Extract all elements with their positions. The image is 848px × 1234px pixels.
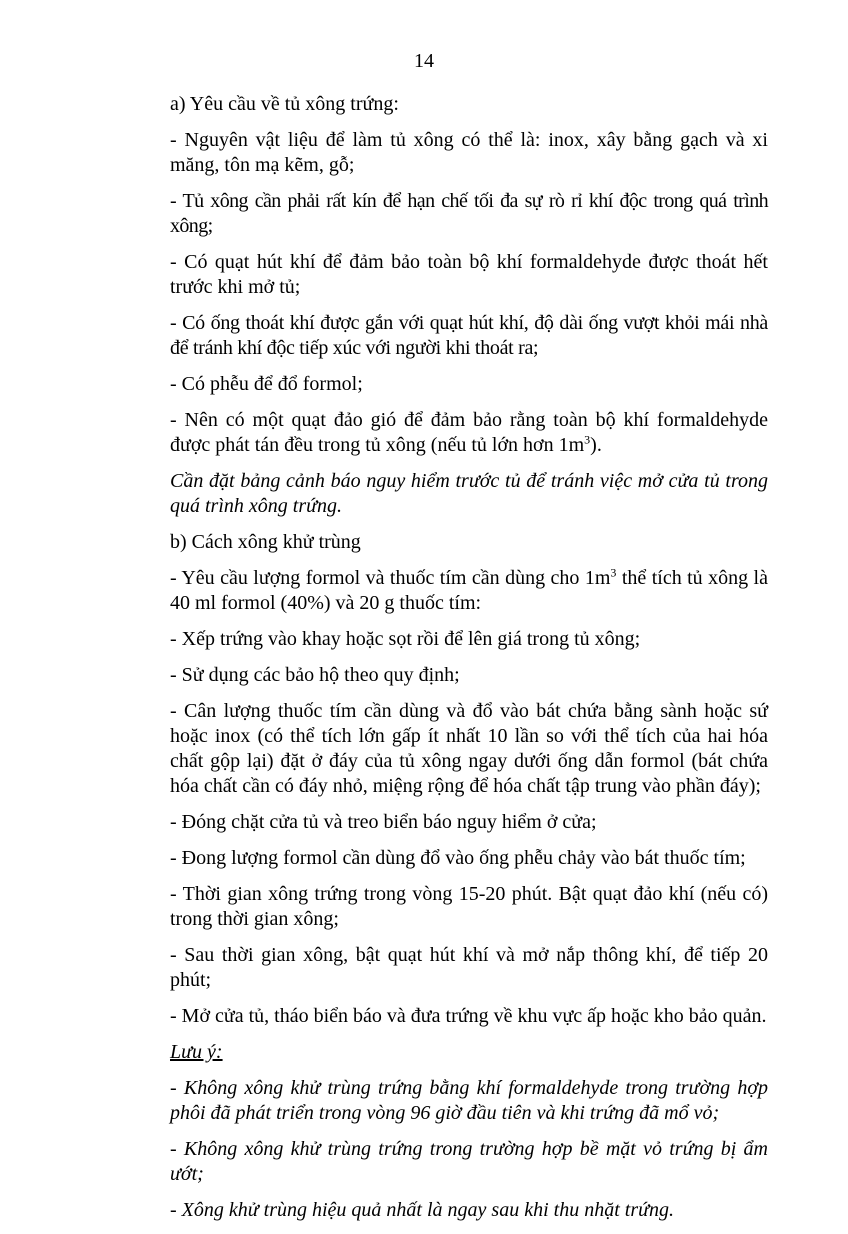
step-item: - Sau thời gian xông, bật quạt hút khí và mở nắp thông khí, để tiếp 20 phút; [170,944,768,991]
list-item-text: - Có ống thoát khí được gắn với quạt hút khí, độ dài ống vượt khỏi mái nhà để tránh khí độc tiếp xúc với người khi thoát ra; [170,312,768,359]
list-item-text: - Có quạt hút khí để đảm bảo toàn bộ khí formaldehyde được thoát hết trước khi mở tủ; [170,251,768,298]
list-item [170,189,768,239]
note-item: - Xông khử trùng hiệu quả nhất là ngay sau khi thu nhặt trứng. [170,1199,675,1221]
note-item: - Không xông khử trùng trứng trong trường hợp bề mặt vỏ trứng bị ẩm ướt; [170,1138,768,1185]
step-item: - Đóng chặt cửa tủ và treo biển báo nguy hiểm ở cửa; [170,811,597,833]
list-item [170,311,768,361]
step-item: - Đong lượng formol cần dùng đổ vào ống phễu chảy vào bát thuốc tím; [170,847,746,869]
superscript: 3 [584,432,591,447]
list-item-text-end: ). [590,434,602,456]
list-item [170,128,768,178]
section-a-heading: a) Yêu cầu về tủ xông trứng: [170,93,399,115]
section-b-heading: b) Cách xông khử trùng [170,531,361,553]
list-item-text: - Có phễu để đổ formol; [170,373,363,395]
list-item-text: - Nguyên vật liệu để làm tủ xông có thể là: inox, xây bằng gạch và xi măng, tôn mạ kẽm, gỗ; [170,129,768,176]
step-item: - Cân lượng thuốc tím cần dùng và đổ vào bát chứa bằng sành hoặc sứ hoặc inox (có thể tích lớn gấp ít nhất 10 lần so với thể tích của hai hóa chất gộp lại) đặt ở đáy của tủ xông ngay dưới ống dẫn formol (bát chứa hóa chất cần có đáy nhỏ, miệng rộng để hóa chất tập trung vào phần đáy); [170,700,768,797]
page-body [170,92,768,1234]
note-section [170,1040,768,1223]
list-item [170,250,768,300]
list-item [170,372,768,397]
note-item: - Không xông khử trùng trứng bằng khí formaldehyde trong trường hợp phôi đã phát triển trong vòng 96 giờ đầu tiên và khi trứng đã mổ vỏ; [170,1077,768,1124]
warning-note: Cần đặt bảng cảnh báo nguy hiểm trước tủ để tránh việc mở cửa tủ trong quá trình xông trứng. [170,470,768,517]
requirement-text-end: thể tích tủ xông là 40 ml formol (40%) và 20 g thuốc tím: [170,567,768,614]
section-b [170,530,768,1029]
requirement-item [170,566,768,616]
step-item: - Thời gian xông trứng trong vòng 15-20 phút. Bật quạt đảo khí (nếu có) trong thời gian xông; [170,883,768,930]
step-item: - Sử dụng các bảo hộ theo quy định; [170,664,460,686]
requirement-text: - Yêu cầu lượng formol và thuốc tím cần dùng cho 1m [170,567,611,589]
step-item: - Mở cửa tủ, tháo biển báo và đưa trứng về khu vực ấp hoặc kho bảo quản. [170,1005,767,1027]
superscript: 3 [610,565,617,580]
note-title: Lưu ý: [170,1041,223,1063]
list-item-text: - Nên có một quạt đảo gió để đảm bảo rằng toàn bộ khí formaldehyde được phát tán đều trong tủ xông (nếu tủ lớn hơn 1m [170,409,768,456]
list-item [170,408,768,458]
step-item: - Xếp trứng vào khay hoặc sọt rồi để lên giá trong tủ xông; [170,628,641,650]
list-item-text: - Tủ xông cần phải rất kín để hạn chế tối đa sự rò rỉ khí độc trong quá trình xông; [170,190,768,237]
section-a [170,92,768,519]
page-number: 14 [414,50,434,72]
